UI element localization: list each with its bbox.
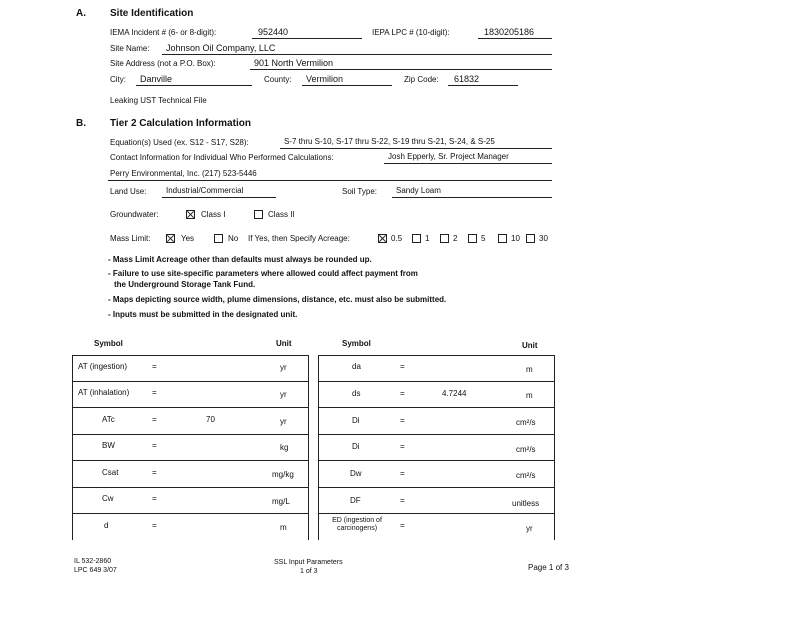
address-value[interactable]: 901 North Vermilion (254, 58, 334, 68)
soil-type-label: Soil Type: (342, 187, 377, 196)
mass-limit-no-label: No (228, 234, 239, 243)
acreage-option-1: 1 (425, 234, 430, 243)
acreage-checkbox-2[interactable] (440, 234, 449, 243)
right-table-rule (318, 407, 554, 408)
site-name-value[interactable]: Johnson Oil Company, LLC (166, 43, 276, 53)
table-row-unit: unitless (512, 499, 540, 508)
table-row-eq: = (152, 388, 157, 397)
section-a-letter: A. (76, 8, 86, 19)
city-value[interactable]: Danville (140, 74, 173, 84)
county-label: County: (264, 75, 292, 84)
table-row-symbol: ED (ingestion of carcinogens) (332, 517, 382, 532)
ust-file-label: Leaking UST Technical File (110, 96, 207, 105)
iepa-label: IEPA LPC # (10-digit): (372, 28, 450, 37)
soil-type-underline (392, 197, 552, 198)
note-3: the Underground Storage Tank Fund. (114, 280, 256, 289)
address-label: Site Address (not a P.O. Box): (110, 59, 216, 68)
right-table-rule (318, 381, 554, 382)
right-table-rule (318, 513, 554, 514)
table-row-eq: = (400, 521, 405, 530)
table-row-unit: mg/kg (272, 470, 294, 479)
right-table-rule (318, 434, 554, 435)
left-table-edge (308, 355, 309, 540)
table-row-symbol: da (352, 362, 361, 371)
mass-limit-yes-checkbox[interactable] (166, 234, 175, 243)
incident-label: IEMA Incident # (6- or 8-digit): (110, 28, 217, 37)
left-symbol-header: Symbol (94, 339, 123, 348)
left-table-rule (72, 513, 308, 514)
table-row-unit: mg/L (272, 497, 290, 506)
left-unit-header: Unit (276, 339, 292, 348)
table-row-eq: = (152, 362, 157, 371)
mass-limit-label: Mass Limit: (110, 234, 151, 243)
table-row-eq: = (152, 415, 157, 424)
iepa-underline (478, 38, 552, 39)
acreage-checkbox-0[interactable] (378, 234, 387, 243)
table-row-unit: cm²/s (516, 418, 536, 427)
acreage-checkbox-3[interactable] (468, 234, 477, 243)
left-table-rule (72, 460, 308, 461)
table-row-symbol: AT (inhalation) (78, 388, 130, 397)
table-row-symbol: ds (352, 389, 361, 398)
zip-value[interactable]: 61832 (454, 74, 480, 84)
table-row-symbol: AT (ingestion) (78, 362, 128, 371)
contact-value[interactable]: Josh Epperly, Sr. Project Manager (388, 152, 509, 161)
class2-checkbox[interactable] (254, 210, 263, 219)
table-row-eq: = (400, 469, 405, 478)
table-row-unit: cm²/s (516, 445, 536, 454)
table-row-unit: kg (280, 443, 289, 452)
acreage-option-3: 5 (481, 234, 486, 243)
table-row-symbol: BW (102, 441, 115, 450)
equations-underline (280, 148, 552, 149)
table-row-eq: = (400, 362, 405, 371)
table-row-eq: = (152, 494, 157, 503)
site-name-label: Site Name: (110, 44, 150, 53)
footer-title: SSL Input Parameters (274, 559, 343, 566)
page-number: Page 1 of 3 (528, 563, 569, 572)
land-use-underline (162, 197, 276, 198)
table-row-unit: cm²/s (516, 471, 536, 480)
acreage-option-4: 10 (511, 234, 520, 243)
iepa-value[interactable]: 1830205186 (484, 27, 535, 37)
table-row-unit: m (526, 365, 533, 374)
table-row-eq: = (152, 468, 157, 477)
soil-type-value[interactable]: Sandy Loam (396, 186, 441, 195)
address-underline (250, 69, 552, 70)
equations-value[interactable]: S-7 thru S-10, S-17 thru S-22, S-19 thru S-21, S-24, & S-25 (284, 137, 495, 146)
company-value[interactable]: Perry Environmental, Inc. (217) 523-5446 (110, 169, 257, 178)
right-table-rule (318, 487, 554, 488)
class1-label: Class I (201, 210, 226, 219)
table-row-unit: m (526, 391, 533, 400)
note-5: - Inputs must be submitted in the designated unit. (108, 310, 298, 319)
acreage-checkbox-4[interactable] (498, 234, 507, 243)
right-table-edge (554, 355, 555, 540)
table-row-unit: yr (280, 390, 287, 399)
groundwater-label: Groundwater: (110, 210, 159, 219)
table-row-unit: yr (280, 417, 287, 426)
land-use-label: Land Use: (110, 187, 147, 196)
table-row-symbol: d (104, 521, 109, 530)
acreage-option-2: 2 (453, 234, 458, 243)
city-label: City: (110, 75, 126, 84)
acreage-option-5: 30 (539, 234, 548, 243)
table-row-eq: = (400, 496, 405, 505)
company-underline (108, 180, 552, 181)
right-symbol-header: Symbol (342, 339, 371, 348)
left-table-rule (72, 407, 308, 408)
table-row-eq: = (152, 441, 157, 450)
right-unit-header: Unit (522, 341, 538, 350)
table-row-eq: = (400, 442, 405, 451)
left-table-rule (72, 355, 308, 356)
table-row-value[interactable]: 4.7244 (442, 389, 467, 398)
left-table-rule (72, 434, 308, 435)
footer-subtitle: 1 of 3 (300, 568, 318, 575)
note-2: - Failure to use site-specific parameters where allowed could affect payment from (108, 269, 418, 278)
table-row-symbol: ATc (102, 415, 115, 424)
contact-underline (384, 163, 552, 164)
form-id-2: LPC 649 3/07 (74, 567, 117, 574)
table-row-eq: = (400, 416, 405, 425)
section-b-letter: B. (76, 118, 86, 129)
table-row-value[interactable]: 70 (206, 415, 215, 424)
right-table-rule (318, 460, 554, 461)
mass-limit-no-checkbox[interactable] (214, 234, 223, 243)
equations-label: Equation(s) Used (ex. S12 - S17, S28): (110, 138, 249, 147)
table-row-eq: = (400, 389, 405, 398)
right-table-rule (318, 355, 554, 356)
form-id-1: IL 532-2860 (74, 558, 112, 565)
zip-label: Zip Code: (404, 75, 439, 84)
city-underline (136, 85, 252, 86)
class1-checkbox[interactable] (186, 210, 195, 219)
acreage-option-0: 0.5 (391, 234, 403, 243)
site-name-underline (162, 54, 552, 55)
note-4: - Maps depicting source width, plume dimensions, distance, etc. must also be submitted. (108, 295, 447, 304)
section-a-title: Site Identification (110, 8, 194, 19)
table-row-unit: yr (280, 363, 287, 372)
section-b-title: Tier 2 Calculation Information (110, 118, 251, 129)
left-table-rule (72, 381, 308, 382)
incident-underline (252, 38, 362, 39)
table-row-symbol: Dw (350, 469, 362, 478)
note-1: - Mass Limit Acreage other than defaults must always be rounded up. (108, 255, 372, 264)
table-row-unit: m (280, 523, 287, 532)
mass-limit-yes-label: Yes (181, 234, 195, 243)
acreage-checkbox-1[interactable] (412, 234, 421, 243)
land-use-value[interactable]: Industrial/Commercial (166, 186, 244, 195)
table-row-symbol: Cw (102, 494, 114, 503)
table-row-unit: yr (526, 524, 533, 533)
left-table-rule (72, 487, 308, 488)
contact-label: Contact Information for Individual Who Performed Calculations: (110, 153, 334, 162)
county-value[interactable]: Vermilion (306, 74, 344, 84)
table-row-symbol: DF (350, 496, 361, 505)
zip-underline (448, 85, 518, 86)
table-row-symbol: Csat (102, 468, 119, 477)
acreage-label: If Yes, then Specify Acreage: (248, 234, 350, 243)
county-underline (302, 85, 392, 86)
table-row-symbol: Di (352, 416, 360, 425)
acreage-checkbox-5[interactable] (526, 234, 535, 243)
table-row-symbol: Di (352, 442, 360, 451)
table-row-eq: = (152, 521, 157, 530)
incident-value[interactable]: 952440 (258, 27, 289, 37)
class2-label: Class II (268, 210, 295, 219)
